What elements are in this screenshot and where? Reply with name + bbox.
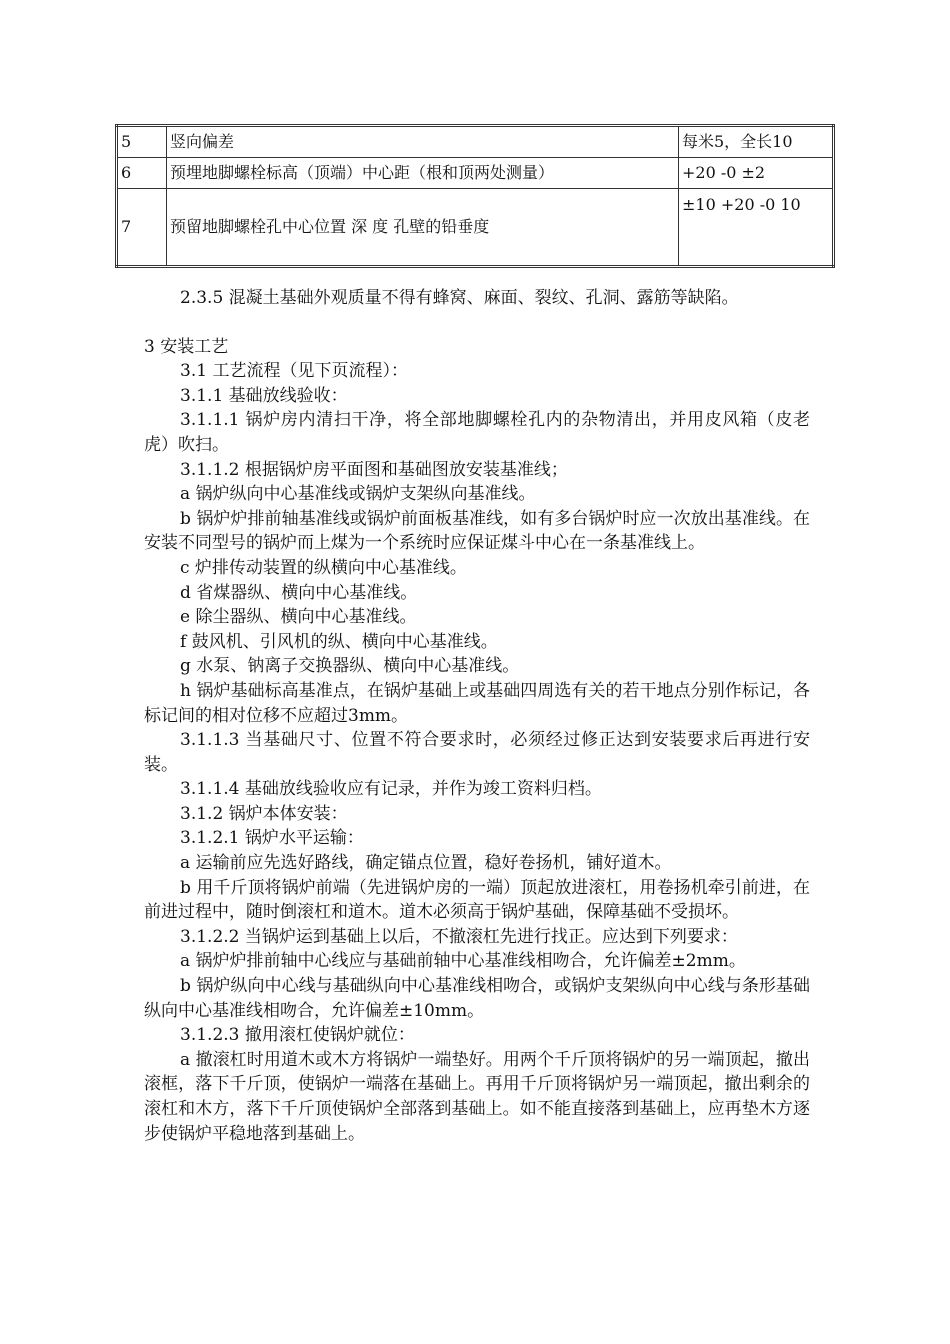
row-item: 预留地脚螺栓孔中心位置 深 度 孔壁的铅垂度 [167, 189, 679, 267]
paragraph: b 用千斤顶将锅炉前端（先进锅炉房的一端）顶起放进滚杠，用卷扬机牵引前进，在前进过程中，随时倒滚杠和道木。道木必须高于锅炉基础，保障基础不受损坏。 [144, 877, 810, 923]
paragraph: f 鼓风机、引风机的纵、横向中心基准线。 [180, 631, 498, 652]
row-tolerance: ±10 +20 -0 10 [679, 189, 834, 267]
row-item: 竖向偏差 [167, 126, 679, 158]
paragraph: a 锅炉纵向中心基准线或锅炉支架纵向基准线。 [180, 484, 536, 505]
paragraph: h 锅炉基础标高基准点，在锅炉基础上或基础四周选有关的若干地点分别作标记，各标记间的相对位移不应超过3mm。 [144, 680, 810, 726]
paragraph: b 锅炉炉排前轴基准线或锅炉前面板基准线，如有多台锅炉时应一次放出基准线。在安装不同型号的锅炉而上煤为一个系统时应保证煤斗中心在一条基准线上。 [144, 508, 810, 554]
paragraph: e 除尘器纵、横向中心基准线。 [180, 607, 417, 628]
paragraph: 3.1.1.4 基础放线验收应有记录，并作为竣工资料归档。 [180, 779, 602, 800]
row-number: 6 [117, 158, 167, 189]
row-number: 7 [117, 189, 167, 267]
table-row [117, 126, 834, 158]
paragraph: 3.1.1.3 当基础尺寸、位置不符合要求时，必须经过修正达到安装要求后再进行安装。 [144, 730, 810, 775]
section-heading: 3 安装工艺 [144, 336, 229, 357]
paragraph: a 锅炉炉排前轴中心线应与基础前轴中心基准线相吻合，允许偏差±2mm。 [180, 951, 746, 972]
row-number: 5 [117, 126, 167, 158]
row-item: 预埋地脚螺栓标高（顶端）中心距（根和顶两处测量） [167, 158, 679, 189]
paragraph: b 锅炉纵向中心线与基础纵向中心基准线相吻合，或锅炉支架纵向中心线与条形基础纵向中心基准线相吻合，允许偏差±10mm。 [144, 976, 810, 1021]
paragraph: g 水泵、钠离子交换器纵、横向中心基准线。 [180, 656, 520, 677]
paragraph: 3.1.2.2 当锅炉运到基础上以后，不撤滚杠先进行找正。应达到下列要求： [180, 926, 738, 947]
paragraph: a 运输前应先选好路线，确定锚点位置，稳好卷扬机，铺好道木。 [180, 853, 672, 874]
paragraph: 3.1.2 锅炉本体安装： [180, 803, 348, 824]
table-row [117, 189, 834, 267]
row-tolerance: +20 -0 ±2 [679, 158, 834, 189]
paragraph: c 炉排传动装置的纵横向中心基准线。 [180, 557, 467, 578]
paragraph: 2.3.5 混凝土基础外观质量不得有蜂窝、麻面、裂纹、孔洞、露筋等缺陷。 [180, 288, 739, 308]
row-tolerance: 每米5，全长10 [679, 126, 834, 158]
document-body [144, 286, 810, 1146]
paragraph: a 撤滚杠时用道木或木方将锅炉一端垫好。用两个千斤顶将锅炉的另一端顶起，撤出滚框，落下千斤顶，使锅炉一端落在基础上。再用千斤顶将锅炉另一端顶起，撤出剩余的滚杠和木方，落下千斤顶使锅炉全部落到基础上。如不能直接落到基础上，应再垫木方逐步使锅炉平稳地落到基础上。 [144, 1049, 810, 1144]
paragraph: 3.1.1.2 根据锅炉房平面图和基础图放安装基准线； [180, 459, 568, 480]
paragraph: d 省煤器纵、横向中心基准线。 [180, 582, 418, 603]
paragraph: 3.1.1.1 锅炉房内清扫干净，将全部地脚螺栓孔内的杂物清出，并用皮风箱（皮老虎）吹扫。 [144, 410, 810, 455]
tolerance-table [115, 124, 835, 268]
paragraph: 3.1.2.1 锅炉水平运输： [180, 828, 364, 849]
paragraph: 3.1.1 基础放线验收： [180, 385, 348, 406]
paragraph: 3.1 工艺流程（见下页流程）： [180, 361, 408, 382]
table-row [117, 158, 834, 189]
paragraph: 3.1.2.3 撤用滚杠使锅炉就位： [180, 1025, 415, 1046]
